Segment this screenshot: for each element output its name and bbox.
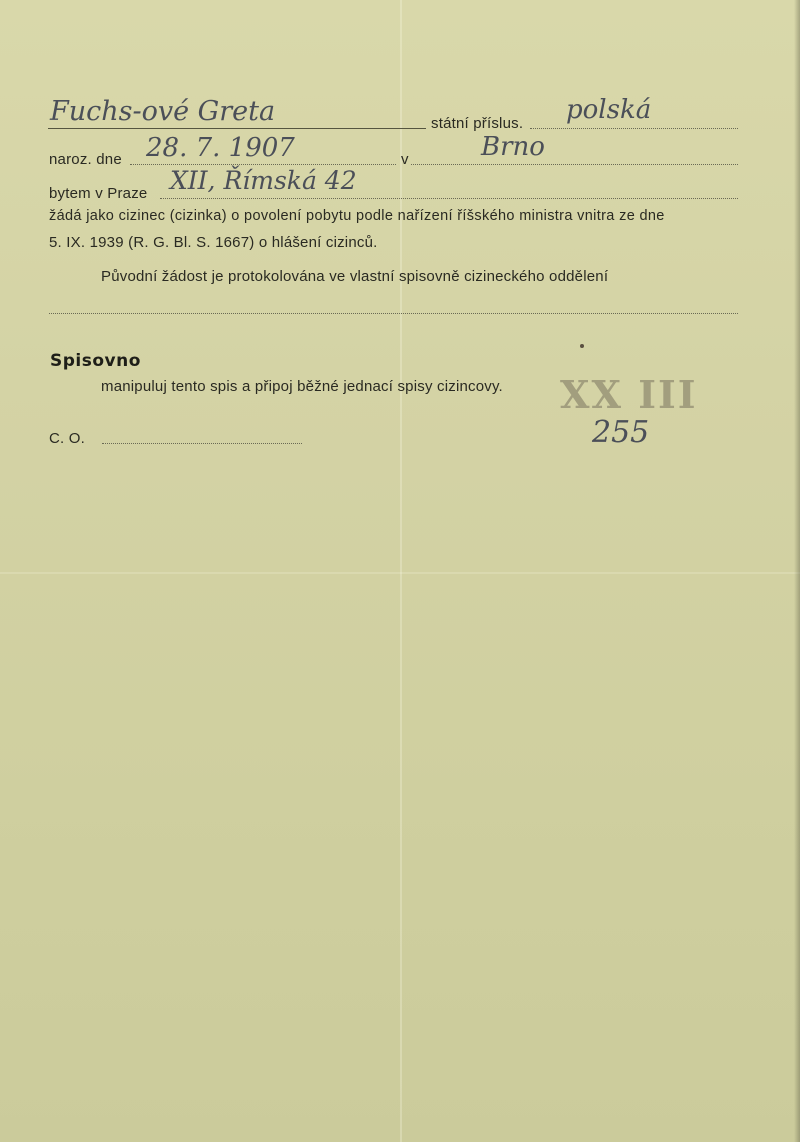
roman-numeral-stamp: XX III <box>560 372 698 417</box>
citizenship-dotline <box>530 128 738 129</box>
ink-speck <box>580 344 584 348</box>
separator-dotline <box>49 313 738 314</box>
handwritten-place: Brno <box>481 132 545 162</box>
co-label: C. O. <box>49 430 86 447</box>
handwritten-birthdate: 28. 7. 1907 <box>146 133 295 163</box>
handwritten-residence: XII, Římská 42 <box>170 166 357 195</box>
handwritten-citizenship: polská <box>566 95 652 125</box>
request-text-line2: 5. IX. 1939 (R. G. Bl. S. 1667) o hlášení cizinců. <box>49 234 378 251</box>
paper-edge-shadow <box>794 0 800 1142</box>
registry-heading: Spisovno <box>50 351 141 371</box>
place-dotline <box>411 164 738 165</box>
handwritten-name: Fuchs-ové Greta <box>50 96 276 127</box>
born-label: naroz. dne <box>49 151 122 168</box>
co-dotline <box>102 443 302 444</box>
registry-instruction: manipuluj tento spis a připoj běžné jednací spisy cizincovy. <box>101 378 503 395</box>
place-label: v <box>401 151 409 168</box>
request-text-line1: žádá jako cizinec (cizinka) o povolení pobytu podle nařízení říšského ministra vnitra ze dne <box>49 208 665 224</box>
residence-label: bytem v Praze <box>49 185 148 202</box>
handwritten-co-number: 255 <box>592 415 650 450</box>
fold-crease-vertical <box>400 0 402 1142</box>
residence-dotline <box>160 198 738 199</box>
fold-crease-horizontal <box>0 572 800 574</box>
name-underline <box>48 128 426 129</box>
citizenship-label: státní příslus. <box>431 115 524 132</box>
born-dotline <box>130 164 396 165</box>
original-request-note: Původní žádost je protokolována ve vlastní spisovně cizineckého oddělení <box>101 268 609 285</box>
